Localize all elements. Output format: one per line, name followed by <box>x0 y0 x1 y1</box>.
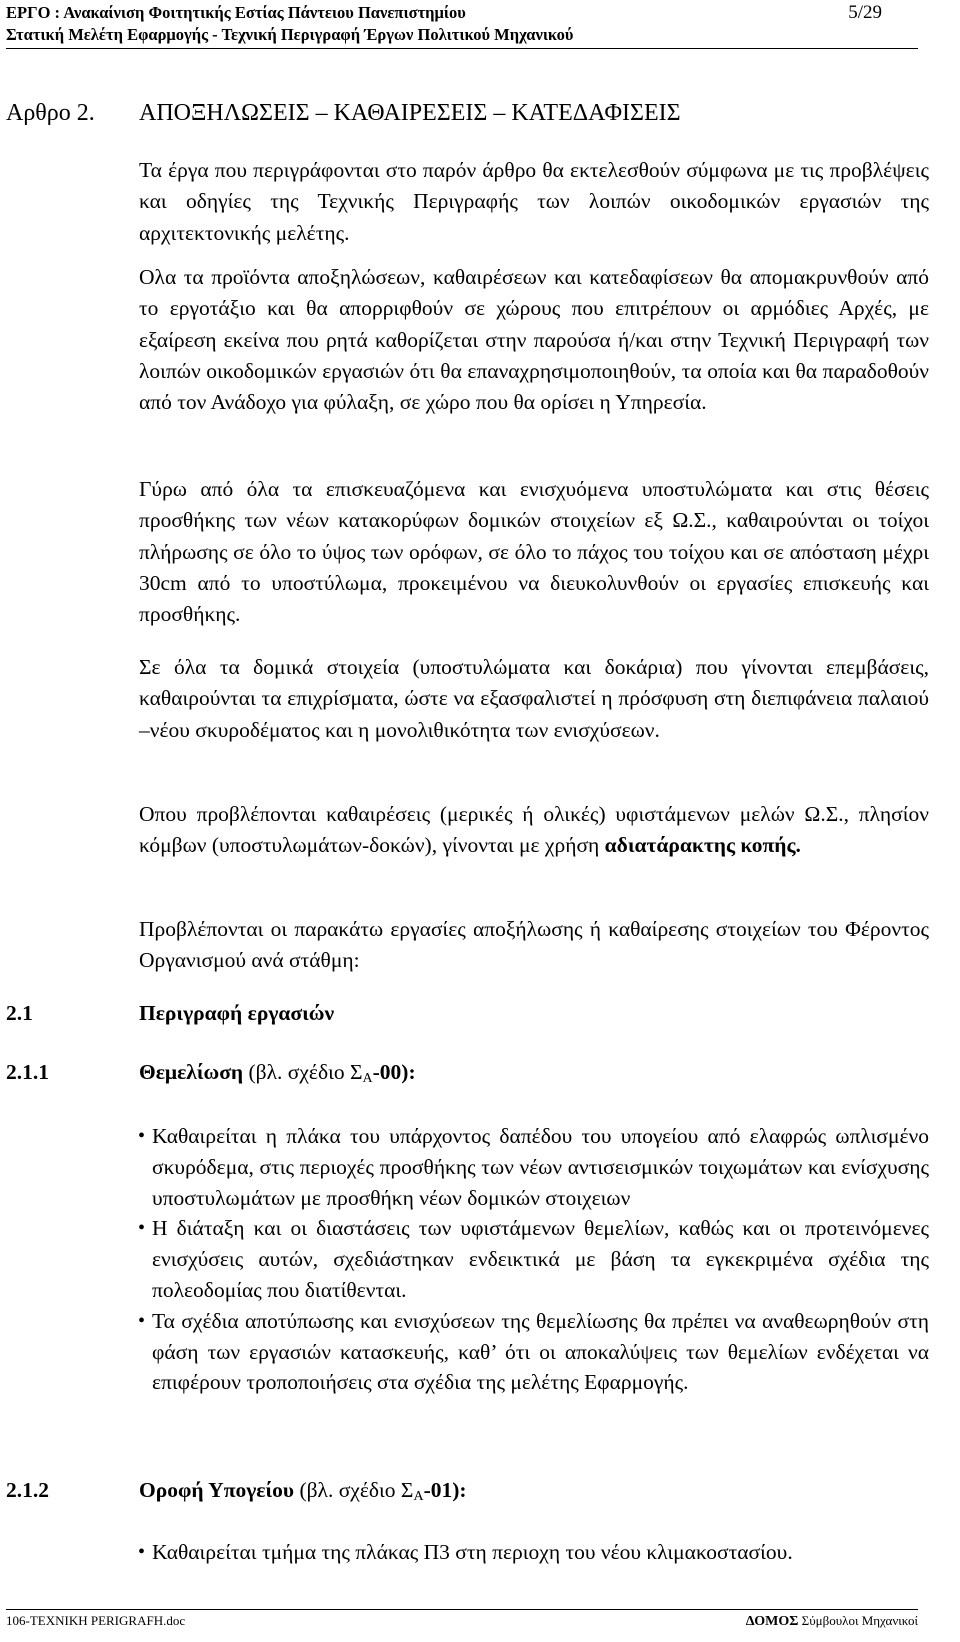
drawing-ref: (βλ. σχέδιο Σ <box>294 1478 414 1502</box>
list-item <box>139 1537 929 1568</box>
header-subtitle: Στατική Μελέτη Εφαρμογής - Τεχνική Περιγραφή Έργων Πολιτικού Μηχανικού <box>6 25 574 44</box>
section-number: 2.1.1 <box>6 1060 49 1084</box>
section-number: 2.1.2 <box>6 1478 49 1502</box>
drawing-ref-suffix: -01): <box>423 1478 467 1502</box>
list-item <box>139 1213 929 1305</box>
paragraph-6: Προβλέπονται οι παρακάτω εργασίες αποξήλωσης ή καθαίρεσης στοιχείων του Φέροντος Οργανισμού ανά στάθμη: <box>139 917 929 973</box>
footer-firm <box>746 1612 918 1631</box>
firm-description: Σύμβουλοι Μηχανικοί <box>798 1613 918 1628</box>
drawing-ref-suffix: -00): <box>372 1060 416 1084</box>
paragraph-2: Ολα τα προϊόντα αποξηλώσεων, καθαιρέσεων και κατεδαφίσεων θα απομακρυνθούν από το εργοτάξιο και θα απορριφθούν σε χώρους που επιτρέπουν οι αρμόδιες Αρχές, με εξαίρεση εκείνα που ρητά καθορίζεται στην παρούσα ή/και στην Τεχνική Περιγραφή των λοιπών οικοδομικών εργασιών ότι θα επαναχρησιμοποιηθούν, τα οποία και θα παραδοθούν από τον Ανάδοχο για φύλαξη, σε χώρο που θα ορίσει η Υπηρεσία. <box>139 265 929 415</box>
bullet-icon: • <box>138 1541 146 1563</box>
list-item-text: Καθαιρείται τμήμα της πλάκας Π3 στη περιοχη του νέου κλιμακοστασίου. <box>152 1540 793 1564</box>
drawing-ref-subscript: Α <box>413 1489 424 1504</box>
drawing-ref-subscript: Α <box>362 1071 373 1086</box>
drawing-ref: (βλ. σχέδιο Σ <box>243 1060 363 1084</box>
page-number: 5/29 <box>848 2 882 23</box>
firm-name: ΔΟΜΟΣ <box>745 1614 799 1629</box>
list-item <box>139 1121 929 1213</box>
project-title: ΕΡΓΟ : Ανακαίνιση Φοιτητικής Εστίας Πάντειου Πανεπιστημίου <box>6 3 466 22</box>
section-title-line <box>139 1057 416 1094</box>
article-number: Αρθρο 2. <box>6 100 95 126</box>
section-title: Θεμελίωση <box>139 1060 244 1084</box>
list-item <box>139 1306 929 1398</box>
bullet-icon: • <box>138 1125 146 1147</box>
paragraph-5-text: Οπου προβλέπονται καθαιρέσεις (μερικές ή ολικές) υφιστάμενων μελών Ω.Σ., πλησίον κόμβων (υποστυλωμάτων-δοκών), γίνονται με χρήση <box>139 802 929 858</box>
section-title-line <box>139 1475 467 1512</box>
header-line-1 <box>6 2 918 24</box>
paragraph-4: Σε όλα τα δομικά στοιχεία (υποστυλώματα και δοκάρια) που γίνονται επεμβάσεις, καθαιρούνται τα επιχρίσματα, ώστε να εξασφαλιστεί η πρόσφυση στη διεπιφάνεια παλαιού –νέου σκυροδέματος και η μονολιθικότητα των ενισχύσεων. <box>139 655 929 742</box>
section-title: Περιγραφή εργασιών <box>139 1001 335 1025</box>
paragraph-1: Τα έργα που περιγράφονται στο παρόν άρθρο θα εκτελεσθούν σύμφωνα με τις προβλέψεις και οδηγίες της Τεχνικής Περιγραφής των λοιπών οικοδομικών εργασιών της αρχιτεκτονικής μελέτης. <box>139 158 929 245</box>
section-number: 2.1 <box>6 1001 33 1025</box>
bullet-icon: • <box>138 1309 146 1332</box>
page-footer <box>6 1609 918 1631</box>
paragraph-5-bold: αδιατάρακτης κοπής. <box>604 833 801 858</box>
page-header <box>6 2 918 49</box>
list-item-text: Καθαιρείται η πλάκα του υπάρχοντος δαπέδου του υπογείου από ελαφρώς ωπλισμένο σκυρόδεμα, στις περιοχές προσθήκης των νέων αντισεισμικών τοιχωμάτων και ενίσχυσης υποστυλωμάτων με προσθήκη νέων δομικών στοιχειων <box>152 1124 929 1210</box>
paragraph-5 <box>139 799 929 862</box>
list-item-text: Τα σχέδια αποτύπωσης και ενισχύσεων της θεμελίωσης θα πρέπει να αναθεωρηθούν στη φάση των εργασιών κατασκευής, καθ’ ότι οι αποκαλύψεις των θεμελίων ενδέχεται να επιφέρουν τροποποιήσεις στα σχέδια της μελέτης Εφαρμογής. <box>152 1308 929 1395</box>
paragraph-3: Γύρω από όλα τα επισκευαζόμενα και ενισχυόμενα υποστυλώματα και στις θέσεις προσθήκης των νέων κατακορύφων δομικών στοιχείων εξ Ω.Σ., καθαιρούνται οι τοίχοι πλήρωσης σε όλο το ύψος των ορόφων, σε όλο το πάχος του τοίχου και σε απόσταση μέχρι 30cm από το υποστύλωμα, προκειμένου να διευκολυνθούν οι εργασίες επισκευής και προσθήκης. <box>139 477 929 627</box>
footer-filename: 106-ΤΕΧΝΙΚΗ PERIGRAFH.doc <box>6 1613 186 1628</box>
basement-roof-bullet-list <box>139 1537 929 1568</box>
section-title: Οροφή Υπογείου <box>139 1478 295 1502</box>
article-title: ΑΠΟΞΗΛΩΣΕΙΣ – ΚΑΘΑΙΡΕΣΕΙΣ – ΚΑΤΕΔΑΦΙΣΕΙΣ <box>139 100 681 126</box>
foundation-bullet-list <box>139 1121 929 1398</box>
bullet-icon: • <box>138 1217 146 1240</box>
list-item-text: Η διάταξη και οι διαστάσεις των υφιστάμενων θεμελίων, καθώς και οι προτεινόμενες ενισχύσεις αυτών, σχεδιάστηκαν ενδεικτικά με βάση τα εγκεκριμένα σχέδια της πολεοδομίας που διατίθενται. <box>152 1216 929 1302</box>
